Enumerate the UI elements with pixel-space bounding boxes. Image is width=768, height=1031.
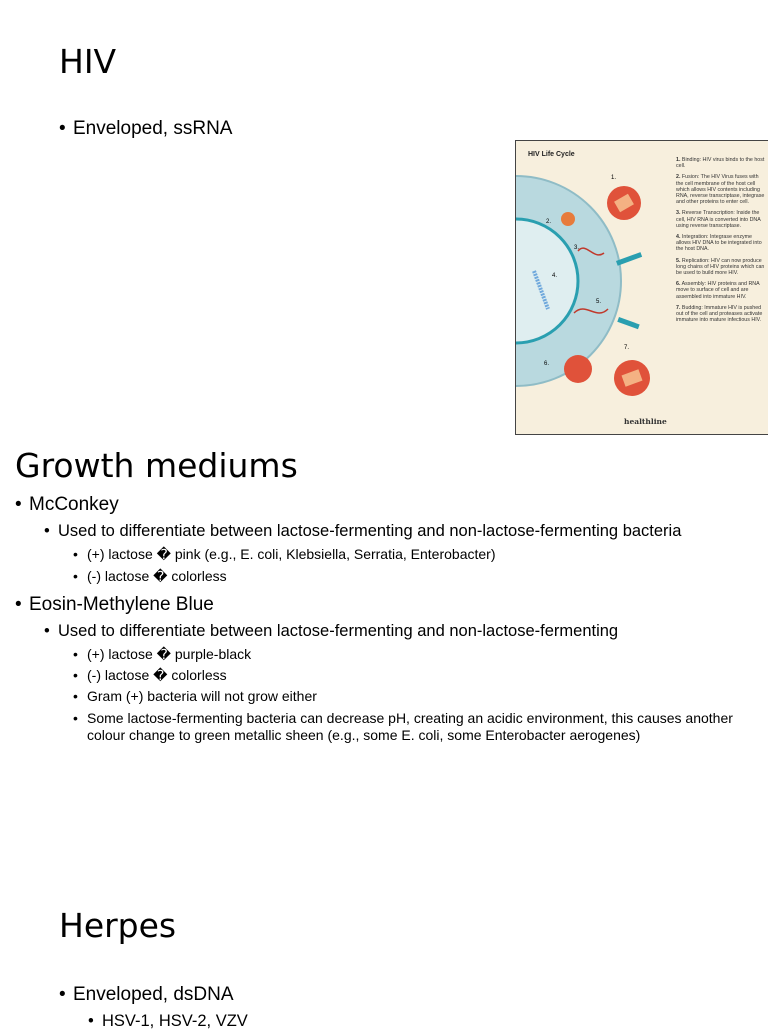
herpes-bullet-text: Enveloped, dsDNA	[73, 984, 234, 1005]
brand-logo: healthline	[624, 417, 667, 426]
emb-item-text: (-) lactose � colorless	[87, 667, 227, 683]
hiv-bullet-text: Enveloped, ssRNA	[73, 118, 233, 139]
mcconkey-label: McConkey	[29, 494, 119, 515]
bullet-dot: •	[73, 688, 78, 704]
diagram-label-5: 5.	[596, 299, 602, 305]
mcconkey-item-1	[73, 546, 495, 563]
emb-item-text: Gram (+) bacteria will not grow either	[87, 688, 317, 704]
emb-item-4	[73, 710, 733, 744]
emb-item-2	[73, 667, 227, 684]
emb-sub-text: Used to differentiate between lactose-fermenting and non-lactose-fermenting	[58, 622, 619, 640]
figure-title: HIV Life Cycle	[528, 151, 575, 158]
hiv-life-cycle-figure	[515, 140, 768, 435]
emb-label: Eosin-Methylene Blue	[29, 594, 214, 615]
receptor-2	[617, 317, 639, 329]
emb-item-text: Some lactose-fermenting bacteria can decrease pH, creating an acidic environment, this causes another colour change to green metallic sheen (e.g., some E. coli, some Enterobacter aerogenes)	[87, 710, 733, 743]
bullet-dot: •	[15, 494, 22, 515]
bullet-dot: •	[88, 1012, 94, 1030]
emb-sub	[44, 622, 618, 641]
bullet-dot: •	[15, 594, 22, 615]
mcconkey-bullet	[15, 494, 119, 516]
step-1: 1. Binding: HIV virus binds to the host cell.	[676, 157, 765, 170]
emb-item-1	[73, 646, 251, 663]
herpes-sub-text: HSV-1, HSV-2, VZV	[102, 1012, 248, 1030]
bullet-dot: •	[44, 522, 50, 540]
virus-1	[607, 186, 641, 220]
diagram-label-3: 3.	[574, 245, 580, 251]
bullet-dot: •	[73, 546, 78, 562]
mcconkey-item-text: (+) lactose � pink (e.g., E. coli, Klebsiella, Serratia, Enterobacter)	[87, 546, 496, 562]
diagram-label-6: 6.	[544, 361, 550, 367]
bullet-dot: •	[59, 984, 66, 1005]
life-cycle-diagram	[516, 141, 676, 434]
virus-7	[614, 360, 650, 396]
herpes-title: Herpes	[59, 906, 177, 945]
step-list	[676, 157, 766, 328]
mcconkey-sub-text: Used to differentiate between lactose-fermenting and non-lactose-fermenting bacteria	[58, 522, 682, 540]
bullet-dot: •	[59, 118, 66, 139]
bullet-dot: •	[44, 622, 50, 640]
bullet-dot: •	[73, 710, 78, 726]
diagram-label-2: 2.	[546, 219, 552, 225]
emb-bullet	[15, 594, 214, 616]
bullet-dot: •	[73, 568, 78, 584]
herpes-sub	[88, 1012, 248, 1031]
step-6: 6. Assembly: HIV proteins and RNA move to surface of cell and are assembled into immature HIV.	[676, 281, 760, 300]
hiv-bullet	[59, 118, 232, 140]
receptor-1	[616, 252, 642, 266]
virus-2	[561, 212, 575, 226]
diagram-label-1: 1.	[611, 175, 617, 181]
mcconkey-item-2	[73, 568, 227, 585]
mcconkey-sub	[44, 522, 681, 541]
mcconkey-item-text: (-) lactose � colorless	[87, 568, 227, 584]
herpes-bullet	[59, 984, 234, 1006]
emb-item-3	[73, 688, 317, 704]
step-3: 3. Reverse Transcription: Inside the cell, HIV RNA is converted into DNA using reverse transcriptase.	[676, 210, 761, 229]
step-2: 2. Fusion: The HIV Virus fuses with the cell membrane of the host cell which allows HIV contents including RNA, reverse transcriptase, integrase and other proteins to enter cell.	[676, 174, 765, 206]
virus-6	[564, 355, 592, 383]
emb-item-text: (+) lactose � purple-black	[87, 646, 252, 662]
growth-title: Growth mediums	[15, 446, 298, 485]
bullet-dot: •	[73, 646, 78, 662]
hiv-title: HIV	[59, 42, 117, 81]
step-7: 7. Budding: Immature HIV is pushed out of the cell and proteases activate immature into mature infectious HIV.	[676, 304, 763, 324]
diagram-label-4: 4.	[552, 273, 558, 279]
step-4: 4. Integration: Integrase enzyme allows HIV DNA to be integrated into the host DNA.	[676, 234, 762, 253]
diagram-label-7: 7.	[624, 345, 630, 351]
step-5: 5. Replication: HIV can now produce long chains of HIV proteins which can be used to build more HIV.	[676, 257, 765, 277]
bullet-dot: •	[73, 667, 78, 683]
